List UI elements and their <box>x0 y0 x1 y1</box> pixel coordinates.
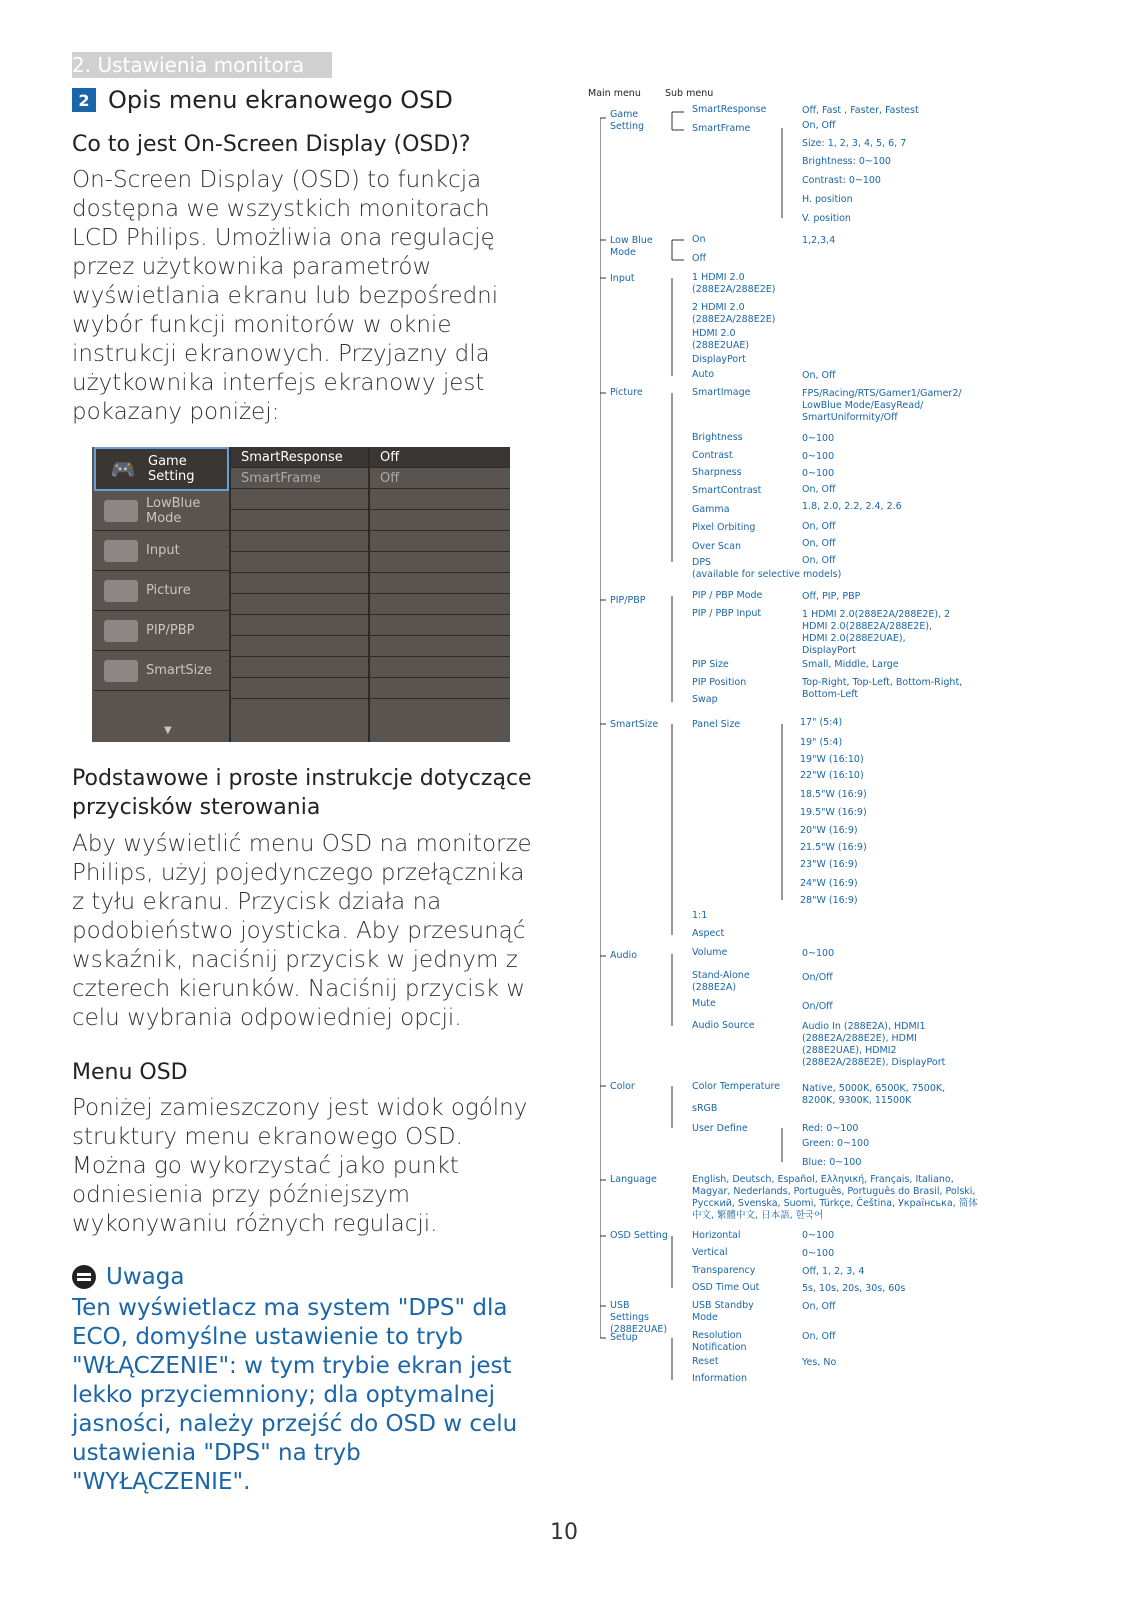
tree-sub-item: Reset <box>692 1356 719 1367</box>
tree-sub-item: DisplayPort <box>692 354 746 365</box>
osd-screenshot <box>92 447 510 742</box>
tree-main-item: Low Blue Mode <box>610 235 653 258</box>
tree-sub-item: User Define <box>692 1123 748 1134</box>
osd-empty-row <box>370 531 510 552</box>
tree-sub-item: Vertical <box>692 1247 728 1258</box>
osd-empty-row <box>231 510 368 531</box>
tree-value: 5s, 10s, 20s, 30s, 60s <box>802 1283 906 1294</box>
tree-sub-item: 2 HDMI 2.0 (288E2A/288E2E) <box>692 302 776 325</box>
osd-empty-row <box>370 636 510 657</box>
tree-value: On, Off <box>802 370 836 381</box>
tree-value: 1 HDMI 2.0(288E2A/288E2E), 2 HDMI 2.0(288E2A/288E2E), HDMI 2.0(288E2UAE), DisplayPort <box>802 609 951 656</box>
tree-main-item: Game Setting <box>610 109 645 132</box>
tree-value: Native, 5000K, 6500K, 7500K, 8200K, 9300K, 11500K <box>802 1083 946 1106</box>
tree-value: Off, 1, 2, 3, 4 <box>802 1266 865 1277</box>
section-heading <box>72 86 453 114</box>
note-icon <box>72 1265 96 1289</box>
osd-empty-row <box>370 552 510 573</box>
tree-sub-item: Off <box>692 253 707 264</box>
menu-osd-heading: Menu OSD <box>72 1060 188 1085</box>
tree-value: 18.5"W (16:9) <box>800 789 867 800</box>
tree-main-item: PIP/PBP <box>610 595 646 606</box>
tree-sub-item: USB Standby Mode <box>692 1300 754 1323</box>
gamepad-icon: 🎮 <box>110 457 136 481</box>
tree-sub-item: Contrast <box>692 450 733 461</box>
osd-value-smartframe: Off <box>370 468 510 489</box>
tree-value: On, Off <box>802 555 836 566</box>
tree-main-item: USB Settings (288E2UAE) <box>610 1300 668 1335</box>
tree-sub-item: Volume <box>692 947 728 958</box>
tree-value: 19"W (16:10) <box>800 754 864 765</box>
tree-sub-item: SmartContrast <box>692 485 762 496</box>
osd-item-smartsize[interactable] <box>94 651 229 691</box>
tree-value: 19.5"W (16:9) <box>800 807 867 818</box>
tree-sub-item: (available for selective models) <box>692 569 842 580</box>
tree-header-main: Main menu <box>588 88 641 99</box>
tree-value: 17" (5:4) <box>800 717 843 728</box>
osd-empty-row <box>231 678 368 699</box>
tree-main-item: Input <box>610 273 635 284</box>
note-text: Ten wyświetlacz ma system "DPS" dla ECO, domyślne ustawienie to tryb "WŁĄCZENIE": w tym trybie ekran jest lekko przyciemniony; dla optymalnej jasności, należy przejść do OSD w celu ustawienia "DPS" na tryb "WYŁĄCZENIE". <box>72 1295 518 1495</box>
tree-value: 28"W (16:9) <box>800 895 858 906</box>
tree-value: 0~100 <box>802 468 835 479</box>
osd-sub-smartresponse[interactable]: SmartResponse <box>231 447 368 468</box>
tree-sub-item: Mute <box>692 998 716 1009</box>
tree-value: Red: 0~100 <box>802 1123 859 1134</box>
tree-sub-item: OSD Time Out <box>692 1282 760 1293</box>
input-icon <box>104 540 138 562</box>
osd-empty-row <box>231 552 368 573</box>
tree-sub-item: Horizontal <box>692 1230 741 1241</box>
tree-main-item: Picture <box>610 387 643 398</box>
tree-value: 19" (5:4) <box>800 737 843 748</box>
tree-sub-item: PIP Size <box>692 659 729 670</box>
tree-value: On/Off <box>802 1001 833 1012</box>
osd-empty-row <box>231 594 368 615</box>
tree-sub-item: English, Deutsch, Español, Ελληνική, Français, Italiano, Magyar, Nederlands, Português, Português do Brasil, Polski, Русский, Svenska, Suomi, Türkçe, Čeština, Українська, 简体中文, 繁體中文, 日本語, 한국어 <box>692 1174 978 1221</box>
osd-item-game-setting[interactable] <box>94 447 229 491</box>
tree-sub-item: Color Temperature <box>692 1081 781 1092</box>
page-number: 10 <box>550 1520 578 1545</box>
osd-main-menu <box>92 447 231 742</box>
osd-item-lowblue[interactable] <box>94 491 229 531</box>
tree-sub-item: Pixel Orbiting <box>692 522 756 533</box>
tree-sub-item: Brightness <box>692 432 743 443</box>
tree-value: On, Off <box>802 1331 836 1342</box>
tree-main-item: Color <box>610 1081 635 1092</box>
tree-sub-item: Panel Size <box>692 719 741 730</box>
tree-value: 22"W (16:10) <box>800 770 864 781</box>
osd-empty-row <box>370 510 510 531</box>
tree-sub-item: SmartResponse <box>692 104 767 115</box>
chevron-down-icon[interactable]: ▼ <box>164 725 172 736</box>
tree-sub-item: SmartFrame <box>692 123 751 134</box>
tree-value: 0~100 <box>802 1248 835 1259</box>
tree-value: V. position <box>802 213 851 224</box>
buttons-paragraph: Aby wyświetlić menu OSD na monitorze Philips, użyj pojedynczego przełącznika z tyłu ekranu. Przycisk działa na podobieństwo joysticka. Aby przesunąć wskaźnik, naciśnij przycisk w jednym z czterech kierunków. Naciśnij przycisk w celu wybrania odpowiedniej opcji. <box>72 831 532 1031</box>
tree-value: Audio In (288E2A), HDMI1 (288E2A/288E2E), HDMI (288E2UAE), HDMI2 (288E2A/288E2E), DisplayPort <box>802 1021 946 1068</box>
tree-value: 0~100 <box>802 433 835 444</box>
osd-empty-row <box>231 573 368 594</box>
tree-value: 21.5"W (16:9) <box>800 842 867 853</box>
osd-item-label: Game Setting <box>148 454 195 484</box>
tree-value: On, Off <box>802 1301 836 1312</box>
osd-empty-row <box>370 615 510 636</box>
osd-empty-row <box>370 489 510 510</box>
tree-value: Brightness: 0~100 <box>802 156 891 167</box>
tree-sub-item: Stand-Alone (288E2A) <box>692 970 750 993</box>
tree-sub-item: Resolution Notification <box>692 1330 747 1353</box>
tree-value: 0~100 <box>802 948 835 959</box>
tree-sub-item: Audio Source <box>692 1020 755 1031</box>
eye-icon <box>104 500 138 522</box>
osd-menu-tree <box>588 88 1100 1418</box>
note-heading <box>72 1264 184 1290</box>
osd-sub-smartframe[interactable]: SmartFrame <box>231 468 368 489</box>
osd-item-label: Input <box>146 543 180 558</box>
tree-value: On, Off <box>802 538 836 549</box>
osd-empty-row <box>231 657 368 678</box>
osd-empty-row <box>231 615 368 636</box>
tree-sub-item: PIP / PBP Input <box>692 608 762 619</box>
tree-sub-item: Over Scan <box>692 541 741 552</box>
tree-main-item: Language <box>610 1174 657 1185</box>
tree-main-item: OSD Setting <box>610 1230 668 1241</box>
tree-sub-item: Gamma <box>692 504 730 515</box>
osd-item-picture[interactable] <box>94 571 229 611</box>
tree-sub-item: 1:1 <box>692 910 708 921</box>
osd-item-pip[interactable] <box>94 611 229 651</box>
intro-paragraph: On-Screen Display (OSD) to funkcja dostępna we wszystkich monitorach LCD Philips. Umożliwia ona regulację przez użytkownika parametrów wyświetlania ekranu lub bezpośredni wybór funkcji monitorów w oknie instrukcji ekranowych. Przyjazny dla użytkownika interfejs ekranowy jest pokazany poniżej: <box>72 167 499 425</box>
tree-value: FPS/Racing/RTS/Gamer1/Gamer2/ LowBlue Mode/EasyRead/ SmartUniformity/Off <box>802 388 962 423</box>
tree-main-item: Audio <box>610 950 638 961</box>
tree-sub-item: On <box>692 234 706 245</box>
osd-empty-row <box>231 489 368 510</box>
pip-icon <box>104 620 138 642</box>
tree-value: Green: 0~100 <box>802 1138 870 1149</box>
tree-sub-item: sRGB <box>692 1103 718 1114</box>
tree-value: Top-Right, Top-Left, Bottom-Right, Bottom-Left <box>802 677 963 700</box>
tree-value: On, Off <box>802 484 836 495</box>
tree-value: Off, Fast , Faster, Fastest <box>802 105 919 116</box>
tree-sub-item: Information <box>692 1373 747 1384</box>
tree-main-item: Setup <box>610 1332 638 1343</box>
osd-empty-row <box>231 531 368 552</box>
section-title: Opis menu ekranowego OSD <box>108 86 453 114</box>
section-number: 2 <box>72 88 96 112</box>
osd-value-smartresponse: Off <box>370 447 510 468</box>
tree-sub-item: DPS <box>692 557 712 568</box>
tree-value: 23"W (16:9) <box>800 859 858 870</box>
tree-sub-item: Sharpness <box>692 467 742 478</box>
section-tab: 2. Ustawienia monitora <box>72 52 332 78</box>
osd-empty-row <box>370 573 510 594</box>
tree-sub-item: Aspect <box>692 928 725 939</box>
tree-sub-item: PIP / PBP Mode <box>692 590 763 601</box>
osd-empty-row <box>370 678 510 699</box>
tree-value: Small, Middle, Large <box>802 659 899 670</box>
tree-value: 0~100 <box>802 1230 835 1241</box>
osd-empty-row <box>231 636 368 657</box>
tree-value: 1.8, 2.0, 2.2, 2.4, 2.6 <box>802 501 902 512</box>
tree-value: On/Off <box>802 972 833 983</box>
tree-main-item: SmartSize <box>610 719 659 730</box>
tree-value: On, Off <box>802 521 836 532</box>
tree-value: 24"W (16:9) <box>800 878 858 889</box>
tree-value: Off, PIP, PBP <box>802 591 861 602</box>
osd-item-label: LowBlue Mode <box>146 495 201 526</box>
tree-value: Size: 1, 2, 3, 4, 5, 6, 7 <box>802 138 907 149</box>
tree-sub-item: Transparency <box>692 1265 756 1276</box>
tree-sub-item: 1 HDMI 2.0 (288E2A/288E2E) <box>692 272 776 295</box>
question-osd: Co to jest On-Screen Display (OSD)? <box>72 132 471 157</box>
tree-sub-item: PIP Position <box>692 677 747 688</box>
picture-icon <box>104 580 138 602</box>
tree-value: On, Off <box>802 120 836 131</box>
osd-empty-row <box>370 594 510 615</box>
osd-item-input[interactable] <box>94 531 229 571</box>
tree-value: Yes, No <box>802 1357 837 1368</box>
note-title: Uwaga <box>106 1264 185 1290</box>
tree-header-sub: Sub menu <box>665 88 714 99</box>
osd-item-label: SmartSize <box>146 663 213 678</box>
menu-osd-paragraph: Poniżej zamieszczony jest widok ogólny struktury menu ekranowego OSD. Można go wykorzystać jako punkt odniesienia przy późniejszym wykonywaniu różnych regulacji. <box>72 1095 528 1237</box>
osd-empty-row <box>370 657 510 678</box>
osd-item-label: Picture <box>146 583 191 598</box>
tree-sub-item: Swap <box>692 694 718 705</box>
tree-value: 1,2,3,4 <box>802 235 836 246</box>
tree-value: Contrast: 0~100 <box>802 175 881 186</box>
osd-item-label: PIP/PBP <box>146 623 195 638</box>
tree-value: 0~100 <box>802 451 835 462</box>
tree-value: 20"W (16:9) <box>800 825 858 836</box>
tree-sub-item: HDMI 2.0 (288E2UAE) <box>692 328 750 351</box>
question-buttons: Podstawowe i proste instrukcje dotyczące przycisków sterowania <box>72 766 532 820</box>
tree-sub-item: Auto <box>692 369 715 380</box>
tree-value: Blue: 0~100 <box>802 1157 862 1168</box>
tree-sub-item: SmartImage <box>692 387 751 398</box>
tree-value: H. position <box>802 194 853 205</box>
smartsize-icon <box>104 660 138 682</box>
